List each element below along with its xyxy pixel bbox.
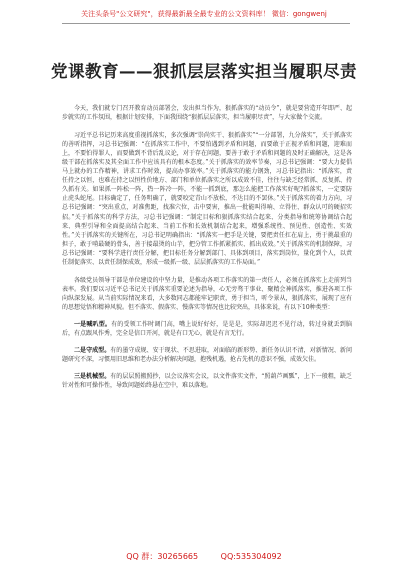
list-item (62, 320, 352, 338)
item-label: 三是机械型。 (74, 373, 111, 381)
list-item (62, 372, 352, 390)
item-label: 一是喊叭型。 (74, 320, 112, 328)
promo-banner: 关注头条号"公文研究"，获得最新最全最专业的公文资料库！ 微信：gongwenj (81, 10, 327, 18)
qq-number: QQ:535304092 (220, 552, 282, 561)
list-item (62, 346, 352, 364)
intro-paragraph: 今天，我们就专门召开教育动员部署会，发出担当作为，狠抓落实的“动员令”，就是要营造开年即严、起步就实的工作氛围，根据计划安排，下面我围绕“狠抓层层落实，担当履职尽责”，与大家做个交流。 (62, 105, 352, 122)
item-label: 二是守成型。 (74, 347, 111, 355)
item-text: 有的层层照搬照抄，以会议落实会议，以文件落实文件，“照葫芦画瓢”，上下一般粗，缺乏针对性和可操作性，导致问题始终悬在空中，难以落地。 (62, 373, 352, 390)
header-divider (62, 23, 350, 24)
item-text: 有的受领工作时调门高，嘴上说好好好，是是是，实际却迟迟不见行动，转过身就丢到脑后，有点跟风作秀，完全是信口开河，就是有口无心，就是有言无行。 (62, 320, 352, 338)
document-title: 党课教育——狠抓层层落实担当履职尽责 (51, 62, 357, 81)
item-text: 有的墨守成规、安于现状、不思进取，对面临的新形势、新任务认识不清，对新情况、新问题研究不深，习惯用旧思维和老办法分析解决问题，抱残机遇，抢占先机的意识不强，成效欠佳。 (62, 347, 352, 364)
qq-group: QQ 群：30265665 (126, 552, 199, 561)
quote-paragraph: 习近平总书记历来高度重视抓落实，多次强调“崇尚实干、狠抓落实”“一分部署，九分落实”，关于抓落实的善听指挥，习总书记强调：“在抓落实工作中，不要怕遇到矛盾和问题，而要敢于正视矛盾和问题，迎难而上，不要怕得罪人，而要做到不背后乱议论，对于存在问题，要善于敢于矛盾和问题的及时正确解决，这是各级干部在抓落实及其全面工作中应该具有的根本态度。”关于抓落实的效率节奏，习总书记强调：“要大力提倡马上就办的工作精神，讲求工作时效，提高办事效率。”关于抓落实的能力钢劲，习总书记指出：“抓落实，责任持之以恒，也难在持之以恒性价地方、部门和单位抓落实之所以成效不佳，往往与缺乏经常抓、反复抓、持久抓有关。如果抓一阵松一阵，热一阵冷一阵，不能一抓到底，那怎么能把工作落实好呢?抓落实，一定要防止虎头蛇尾。目标确定了，任务明确了，就要咬定青山不放松，不达目的不罢休。”关于抓落实的着力方向，习总书记强调：“突出重点，对准焦距，找准穴位，击中要害，推出一批能叫得响、立得住、群众认可的硬招实招。”关于抓落实的科学方法，习总书记强调：“制定目标和狠抓落实结合起来、分类指导和统筹协调结合起来、典型引导和全面提高结合起来、当前工作和长效机制结合起来，增强系统性、预见性、创造性、实效性。”关于抓落实的关键所在，习总书记明确指出：“抓落实一把手是关键，要把责任扛在肩上，勇于挑最重的担子，敢于啃最硬的骨头，善于接最烫的山芋，把分管工作抓紧抓实、抓出成效。”关于抓落实的机制保障，习总书记强调：“要科学进行责任分解，把目标任务分解到部门、具体到项目，落实到岗位，量化到个人，以责任制促落实、以责任制保成效，形成一级抓一级、层层抓落实的工作局面。” (62, 132, 352, 266)
document-body (62, 104, 352, 390)
analysis-paragraph: 各级党员领导干部是单位建设的中坚力量，是推动各项工作落实的第一责任人，必须在抓落实上走前列当表率。我们要以习近平总书记关于抓落实重要论述为指导，心无旁骛干事业、聚精会神抓落实，推进各项工作向纵深发展。从当前实际情况来看，大多数同志都能牢记职责，勇于担当，听令景从，狠抓落实，展现了应有的思想觉悟和精神风貌。但不落实、假落实、慢落实等情况也比较突出，具体来说，有以下10种类型： (62, 276, 352, 311)
contact-footer (0, 551, 408, 562)
